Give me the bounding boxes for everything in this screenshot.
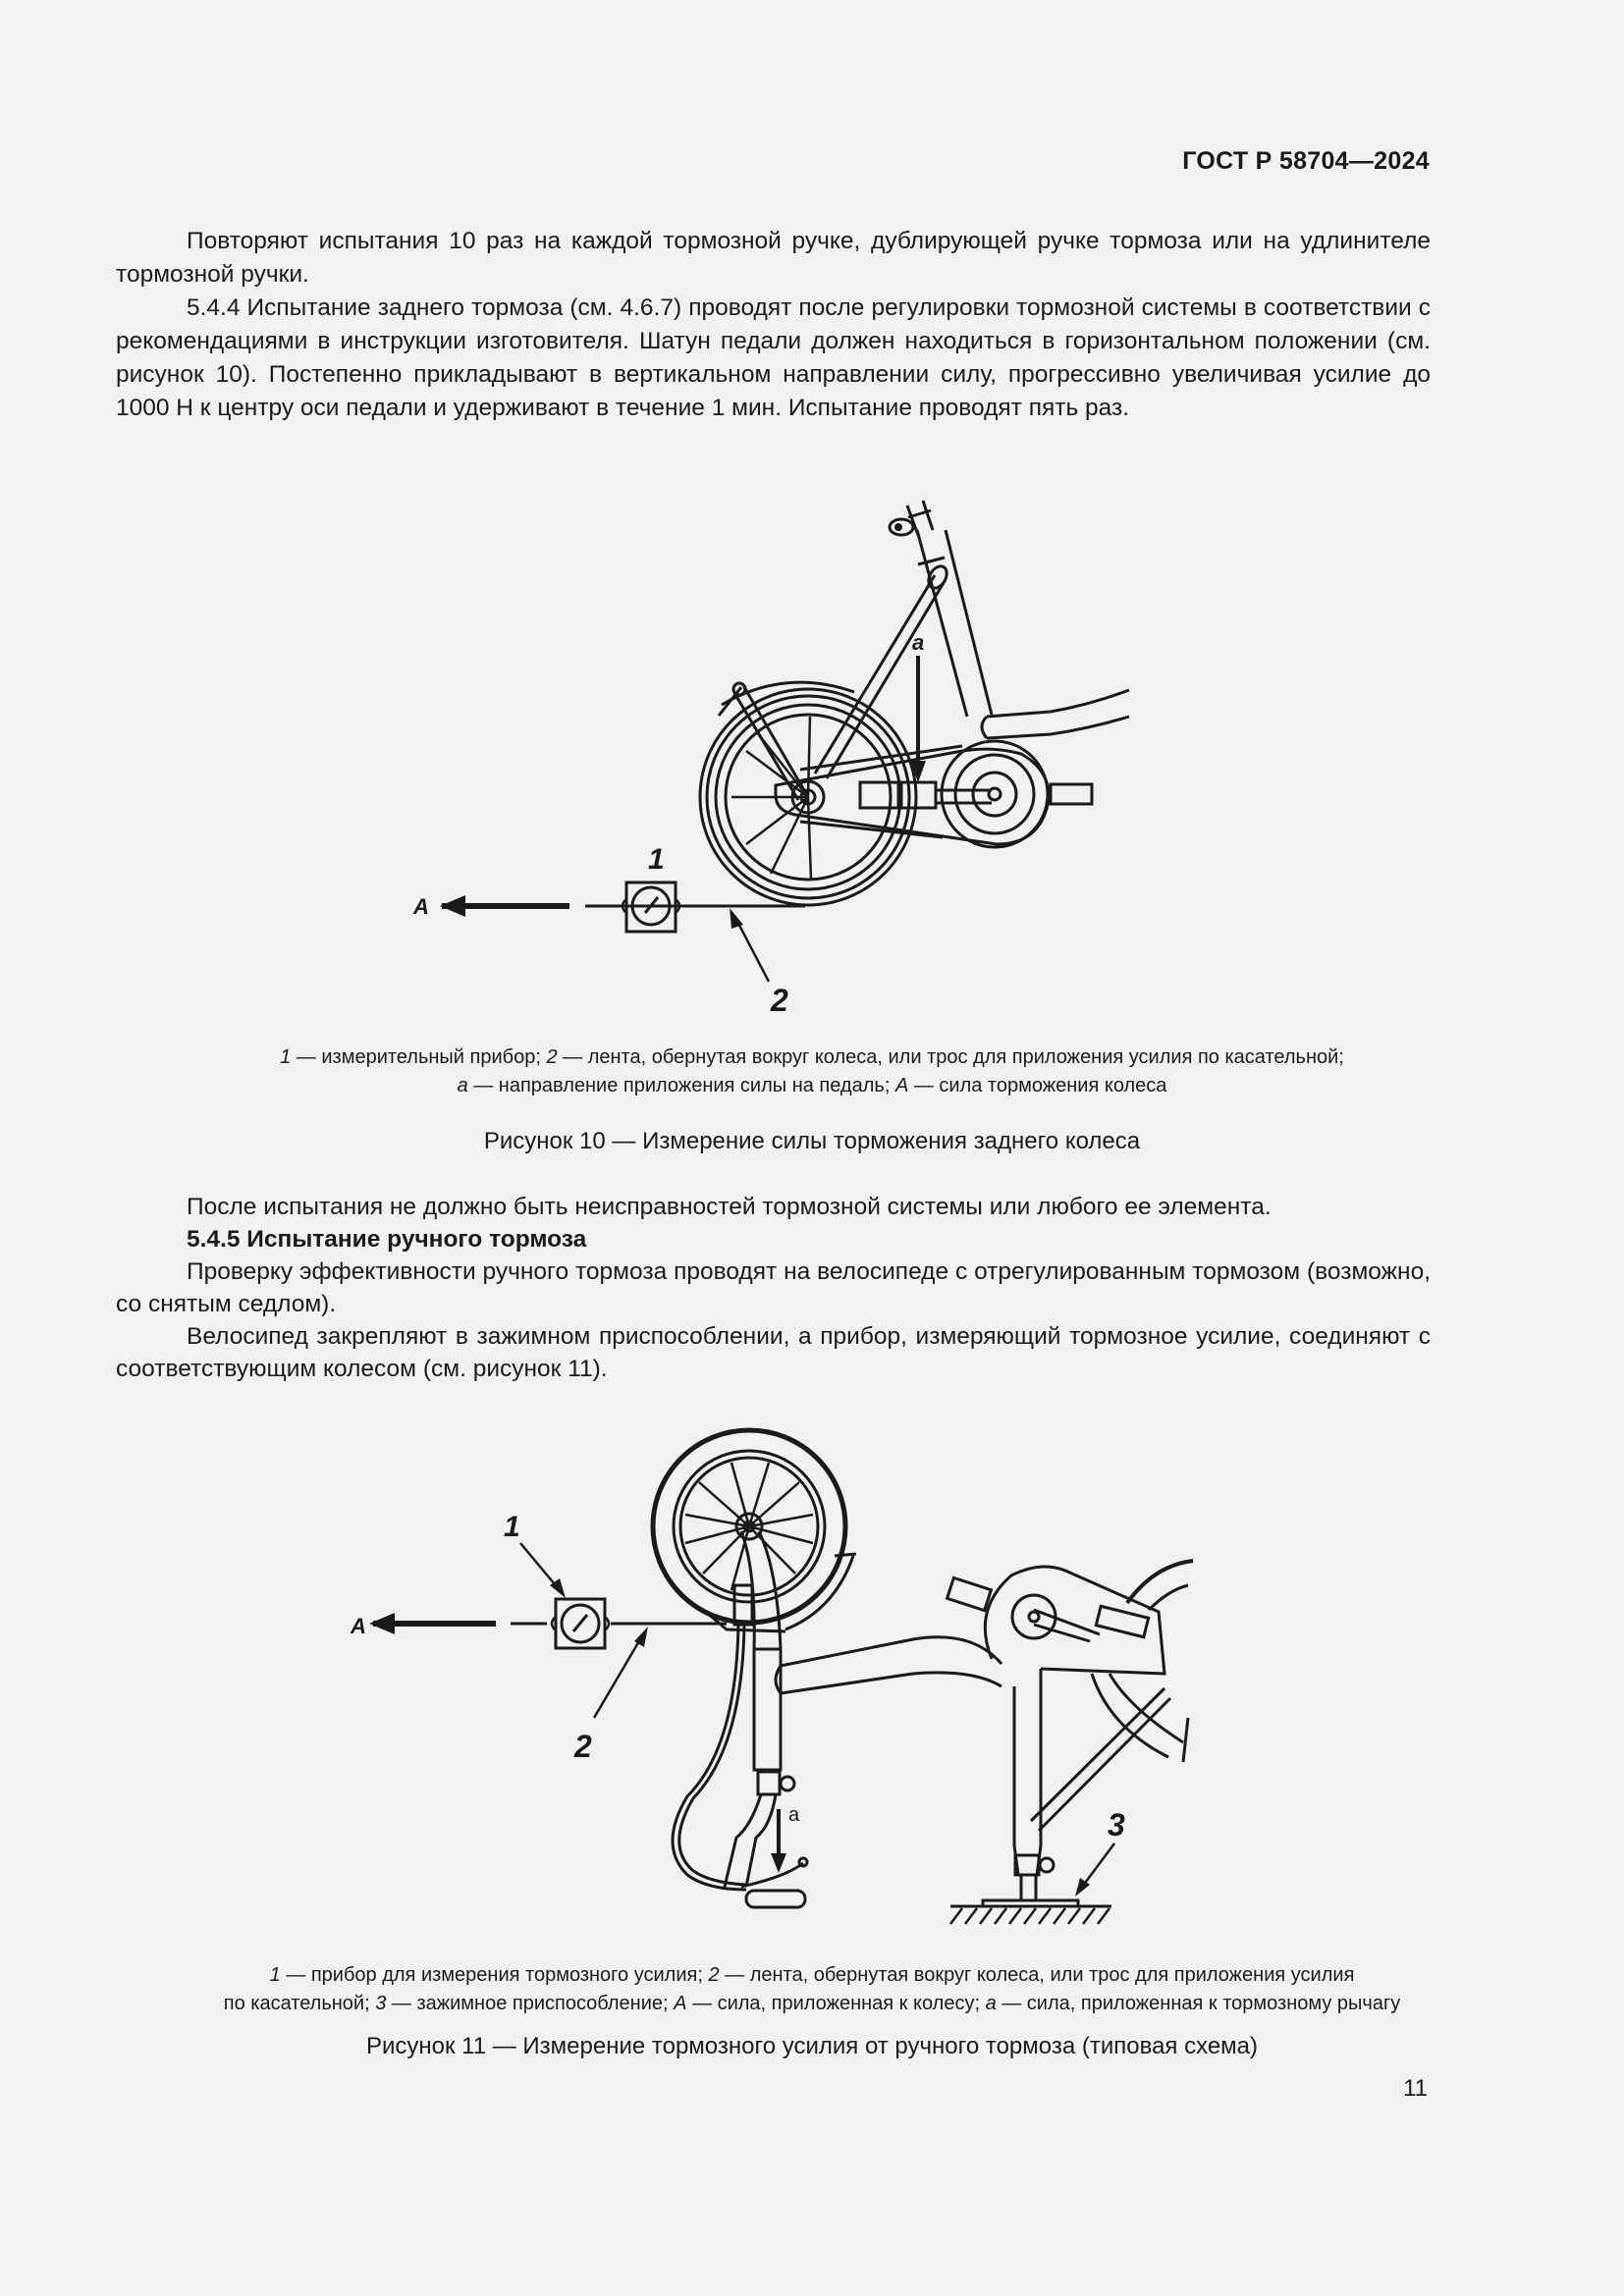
legend-text: — измерительный прибор;	[291, 1046, 547, 1068]
gauge-icon	[552, 1599, 609, 1648]
clamping-fixture-base	[950, 1900, 1111, 1924]
legend-text: — зажимное приспособление;	[386, 1993, 675, 2014]
legend-text: — лента, обернутая вокруг колеса, или трос для приложения усилия по касательной;	[557, 1046, 1344, 1068]
legend-key: A	[674, 1993, 687, 2014]
paragraph-hand-brake-check: Проверку эффективности ручного тормоза проводят на велосипеде с отрегулированным тормозом (возможно, со снятым седлом).	[116, 1258, 1431, 1317]
label-1: 1	[504, 1511, 520, 1543]
figure-11-legend-line-2	[98, 1990, 1526, 2018]
legend-key: 1	[269, 1964, 281, 1986]
label-2: 2	[574, 1729, 592, 1764]
legend-text: — сила торможения колеса	[908, 1075, 1167, 1096]
figure-11-caption: Рисунок 11 — Измерение тормозного усилия от ручного тормоза (типовая схема)	[365, 2033, 1259, 2059]
section-heading-5-4-5: 5.4.5 Испытание ручного тормоза	[187, 1226, 587, 1253]
legend-text: — направление приложения силы на педаль;	[467, 1075, 895, 1096]
legend-key: 2	[708, 1964, 720, 1986]
legend-text: — сила, приложенная к тормозному рычагу	[996, 1993, 1401, 2014]
label-a: a	[788, 1804, 800, 1826]
paragraph-fixture: Велосипед закрепляют в зажимном приспособлении, а прибор, измеряющий тормозное усилие, соединяют с соответствующим колесом (см. рисунок 11).	[116, 1323, 1431, 1382]
paragraph-after-test: После испытания не должно быть неисправностей тормозной системы или любого ее элемента.	[187, 1194, 1272, 1220]
figure-11-legend-line-1	[98, 1961, 1526, 1990]
label-A: A	[351, 1614, 366, 1638]
legend-key: a	[985, 1993, 997, 2014]
label-3: 3	[1108, 1807, 1125, 1842]
legend-key: 2	[546, 1046, 558, 1068]
legend-key: 1	[280, 1046, 292, 1068]
figure-11-legend	[98, 1961, 1526, 2018]
legend-text: — лента, обернутая вокруг колеса, или трос для приложения усилия	[719, 1964, 1355, 1986]
label-A: A	[413, 894, 429, 919]
legend-key: A	[894, 1075, 909, 1096]
figure-10-caption: Рисунок 10 — Измерение силы торможения заднего колеса	[483, 1128, 1141, 1154]
label-1: 1	[648, 843, 665, 876]
document-standard-number: ГОСТ Р 58704—2024	[1182, 147, 1430, 175]
legend-text: по касательной;	[223, 1993, 376, 2014]
paragraph-5-4-4: 5.4.4 Испытание заднего тормоза (см. 4.6.7) проводят после регулировки тормозной системы в соответствии с рекомендациями в инструкции изготовителя. Шатун педали должен находиться в горизонтальном положении (см. рисунок 10). Постепенно прикладывают в вертикальном направлении силу, прогрессивно увеличивая усилие до 1000 Н к центру оси педали и удерживают в течение 1 мин. Испытание проводят пять раз.	[116, 294, 1431, 421]
paragraph-repeat-tests: Повторяют испытания 10 раз на каждой тормозной ручке, дублирующей ручке тормоза или на удлинителе тормозной ручки.	[116, 228, 1431, 288]
legend-key: 3	[375, 1993, 387, 2014]
legend-text: — прибор для измерения тормозного усилия;	[280, 1964, 709, 1986]
legend-text: — сила, приложенная к колесу;	[686, 1993, 986, 2014]
label-2: 2	[771, 983, 788, 1018]
page-number: 11	[1403, 2075, 1428, 2102]
label-a: a	[912, 630, 925, 655]
legend-key: a	[457, 1075, 468, 1096]
